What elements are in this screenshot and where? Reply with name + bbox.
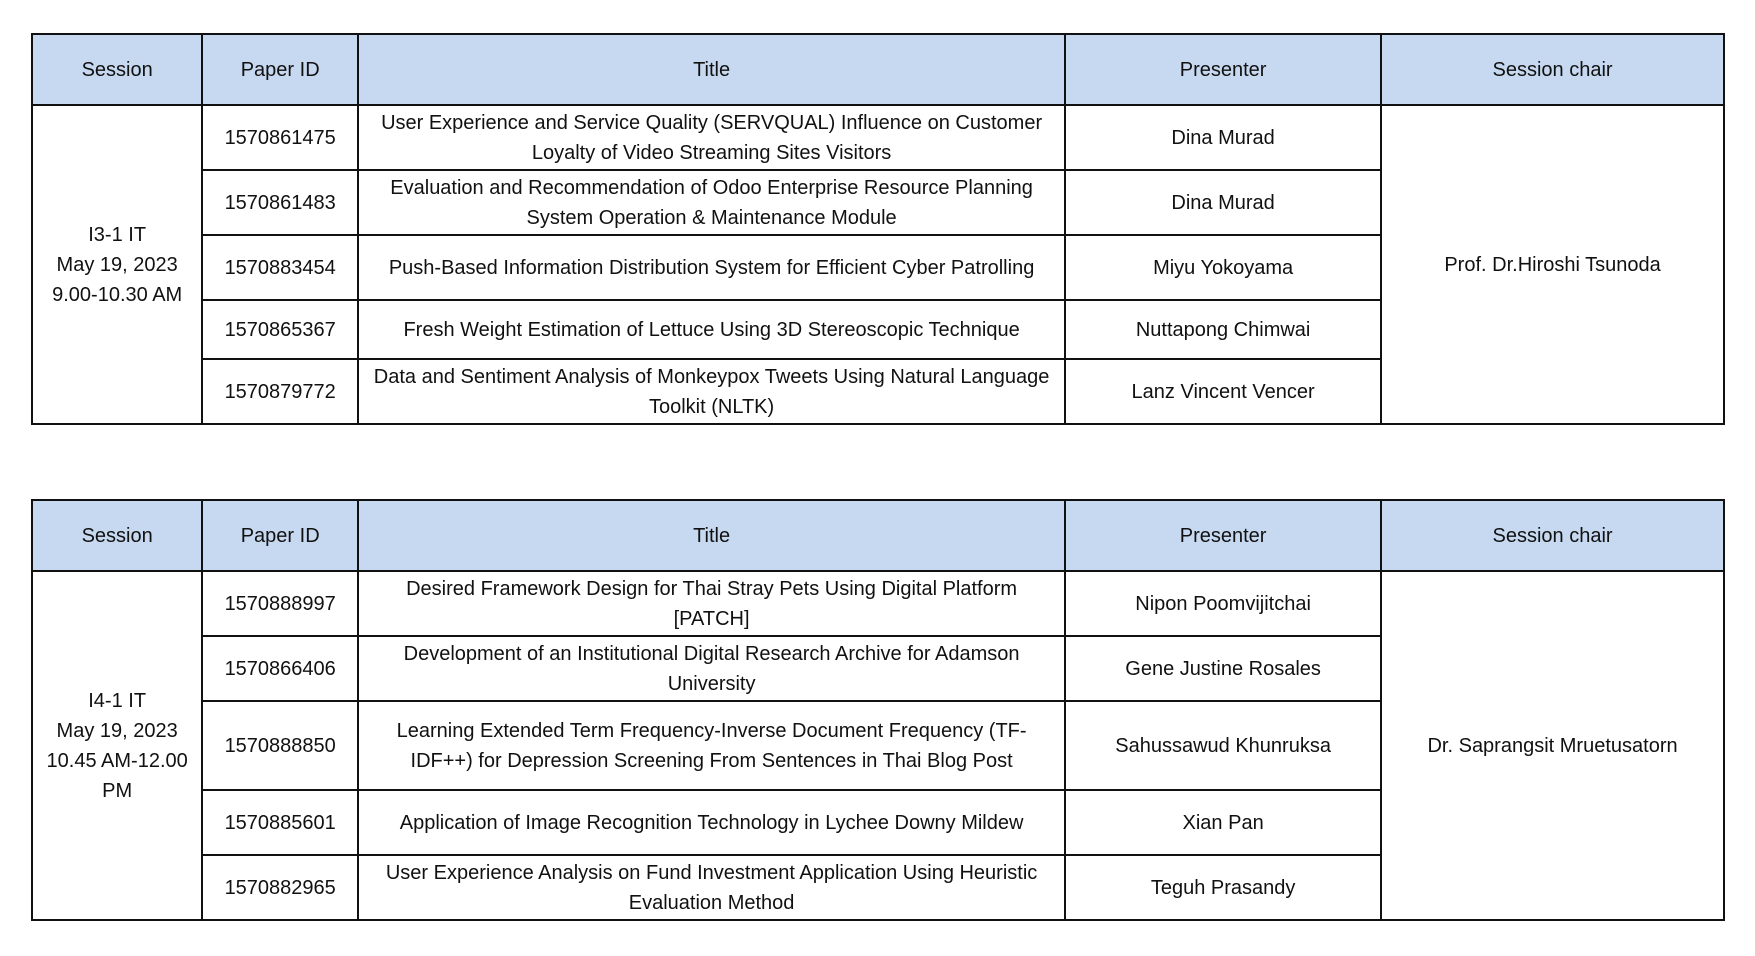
presenter: Miyu Yokoyama xyxy=(1065,235,1381,300)
paper-title: Fresh Weight Estimation of Lettuce Using 3D Stereoscopic Technique xyxy=(358,300,1065,359)
presenter: Nuttapong Chimwai xyxy=(1065,300,1381,359)
paper-title: Data and Sentiment Analysis of Monkeypox Tweets Using Natural Language Toolkit (NLTK) xyxy=(358,359,1065,424)
presenter: Xian Pan xyxy=(1065,790,1381,855)
paper-title: Push-Based Information Distribution System for Efficient Cyber Patrolling xyxy=(358,235,1065,300)
session-chair: Prof. Dr.Hiroshi Tsunoda xyxy=(1381,105,1724,424)
session-date: May 19, 2023 xyxy=(56,719,178,742)
paper-id: 1570885601 xyxy=(202,790,358,855)
paper-title: User Experience Analysis on Fund Investment Application Using Heuristic Evaluation Method xyxy=(358,855,1065,920)
presenter: Gene Justine Rosales xyxy=(1065,636,1381,701)
session-time: 9.00-10.30 AM xyxy=(52,283,183,306)
paper-id: 1570883454 xyxy=(202,235,358,300)
session-chair: Dr. Saprangsit Mruetusatorn xyxy=(1381,571,1724,920)
paper-title: User Experience and Service Quality (SERVQUAL) Influence on Customer Loyalty of Video Streaming Sites Visitors xyxy=(358,105,1065,170)
presenter: Nipon Poomvijitchai xyxy=(1065,571,1381,636)
paper-id: 1570888997 xyxy=(202,571,358,636)
session-cell xyxy=(32,571,202,920)
header-paper-id: Paper ID xyxy=(202,500,358,571)
table-row xyxy=(32,571,1724,636)
header-presenter: Presenter xyxy=(1065,500,1381,571)
header-presenter: Presenter xyxy=(1065,34,1381,105)
session-time: 10.45 AM-12.00 xyxy=(46,749,188,772)
paper-title: Learning Extended Term Frequency-Inverse Document Frequency (TF-IDF++) for Depression Screening From Sentences in Thai Blog Post xyxy=(358,701,1065,790)
session-table-2 xyxy=(31,499,1725,921)
header-title: Title xyxy=(358,500,1065,571)
paper-id: 1570866406 xyxy=(202,636,358,701)
presenter: Dina Murad xyxy=(1065,105,1381,170)
paper-id: 1570879772 xyxy=(202,359,358,424)
presenter: Teguh Prasandy xyxy=(1065,855,1381,920)
paper-id: 1570865367 xyxy=(202,300,358,359)
session-code: I4-1 IT xyxy=(88,689,147,712)
presenter: Lanz Vincent Vencer xyxy=(1065,359,1381,424)
session-code: I3-1 IT xyxy=(88,223,147,246)
paper-id: 1570888850 xyxy=(202,701,358,790)
paper-id: 1570861475 xyxy=(202,105,358,170)
header-session: Session xyxy=(32,500,202,571)
session-cell xyxy=(32,105,202,424)
header-paper-id: Paper ID xyxy=(202,34,358,105)
paper-id: 1570882965 xyxy=(202,855,358,920)
paper-title: Development of an Institutional Digital Research Archive for Adamson University xyxy=(358,636,1065,701)
paper-title: Desired Framework Design for Thai Stray Pets Using Digital Platform [PATCH] xyxy=(358,571,1065,636)
header-session: Session xyxy=(32,34,202,105)
header-row xyxy=(32,500,1724,571)
session-time-suffix: PM xyxy=(102,779,133,802)
paper-title: Application of Image Recognition Technology in Lychee Downy Mildew xyxy=(358,790,1065,855)
header-session-chair: Session chair xyxy=(1381,500,1724,571)
presenter: Sahussawud Khunruksa xyxy=(1065,701,1381,790)
session-date: May 19, 2023 xyxy=(56,253,178,276)
header-session-chair: Session chair xyxy=(1381,34,1724,105)
paper-title: Evaluation and Recommendation of Odoo Enterprise Resource Planning System Operation & Maintenance Module xyxy=(358,170,1065,235)
presenter: Dina Murad xyxy=(1065,170,1381,235)
header-title: Title xyxy=(358,34,1065,105)
table-row xyxy=(32,105,1724,170)
paper-id: 1570861483 xyxy=(202,170,358,235)
header-row xyxy=(32,34,1724,105)
session-table-1 xyxy=(31,33,1725,425)
